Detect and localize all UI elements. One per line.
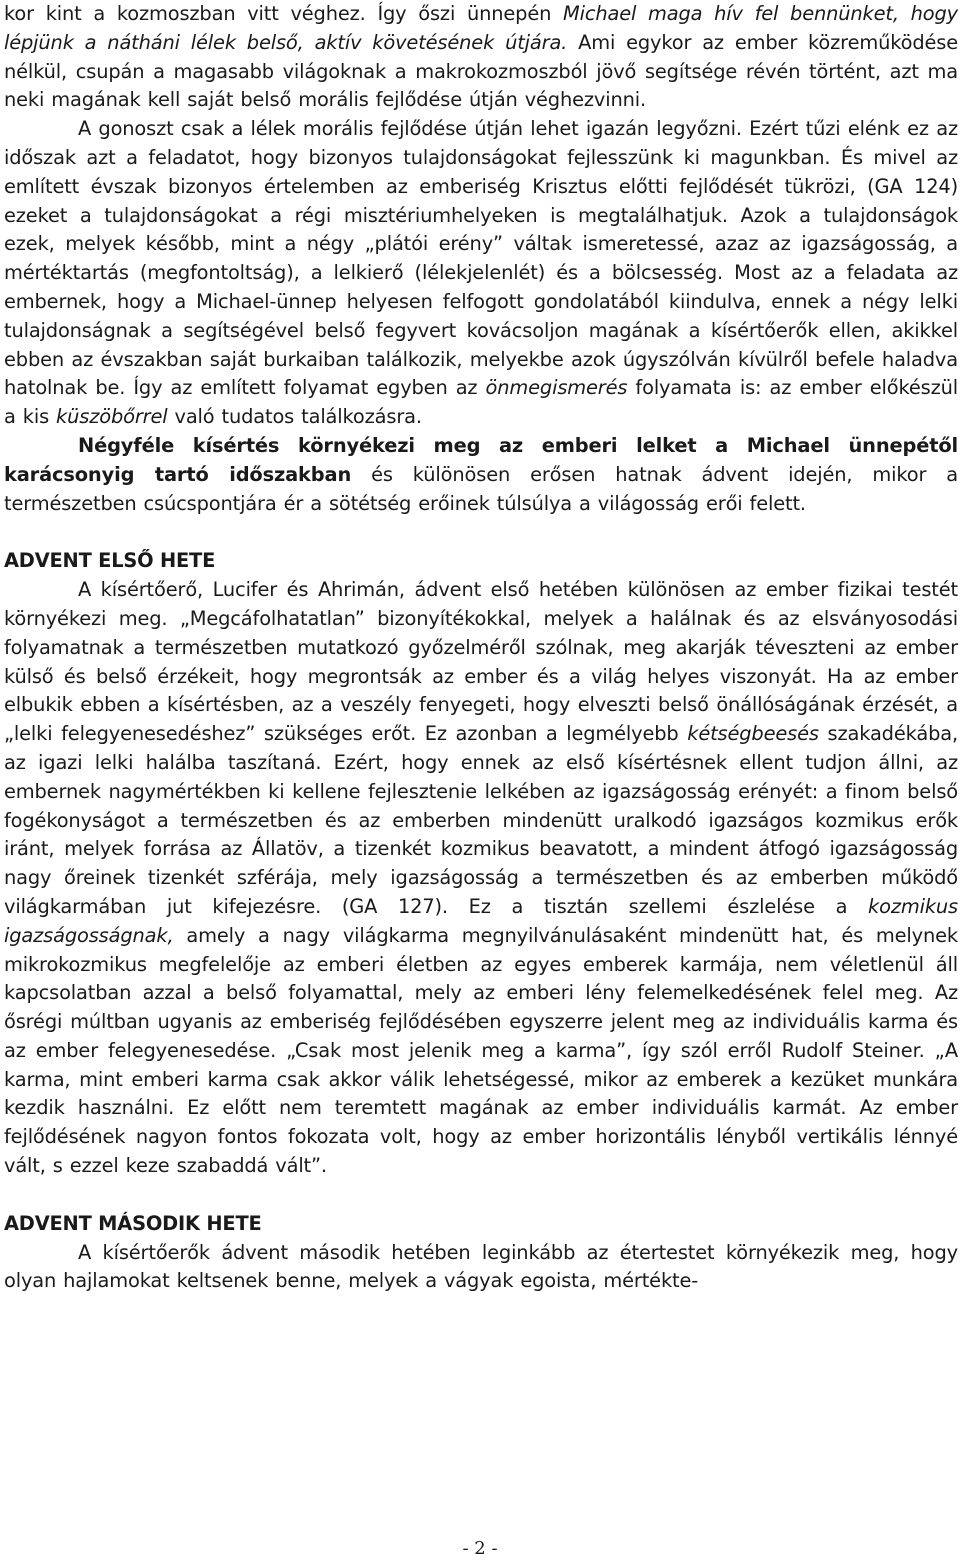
section-heading-advent-first-week: ADVENT ELSŐ HETE (4, 549, 216, 573)
text-run: A gonoszt csak a lélek morális fejlődése útján lehet igazán legyőzni. Ezért tűzi elénk ez az időszak azt a feladatot, hogy bizonyos tulajdonságokat fejlesszünk ki magunkban. És mivel az említett évszak bizonyos értelemben az emberiség Krisztus előtti fejlődését tükrözi, (GA 124) ezeket a tulajdonságokat a régi misztériumhelyeken is megtalálhatjuk. Azok a tulajdonságok ezek, melyek később, mint a négy „plátói erény” váltak ismeretessé, azaz az igazságosság, a mértéktartás (megfontoltság), a lelkierő (lélekjelenlét) és a bölcsesség. Most az a feladata az embernek, hogy a Michael-ünnep helyesen felfogott gondolatából kiindulva, ennek a négy lelki tulajdonságnak a segítségével belső fegyvert kovácsoljon magának a kísértőerők ellen, akikkel ebben az évszakban saját burkaiban találkozik, melyekbe azok úgyszólván kívülről befele haladva hatolnak be. Így az említett folyamat egyben az (4, 117, 958, 400)
italic-text: kozmikus igazságosságnak, (4, 894, 958, 947)
text-run: A kísértőerők ádvent második hetében leginkább az étertestet környékezik meg, hogy olyan hajlamokat keltsenek benne, melyek a vágyak egoista, mértékte- (4, 1240, 958, 1293)
paragraph-intro (4, 0, 958, 115)
italic-text: kétségbeesés (687, 722, 819, 746)
text-run: kor kint a kozmoszban vitt véghez. Így őszi ünnepén (4, 2, 564, 25)
section-heading-advent-second-week: ADVENT MÁSODIK HETE (4, 1211, 262, 1235)
paragraph-moral-development (4, 115, 958, 432)
paragraph-advent-second-week (4, 1239, 958, 1297)
paragraph-four-temptations (4, 432, 958, 518)
italic-text: küszöbőrrel (56, 405, 168, 429)
page-number: - 2 - (462, 1538, 498, 1559)
text-run: szakadékába, az igazi lelki halálba taszítaná. Ezért, hogy ennek az első kísértésnek ellent tudjon állni, az embernek nagymértékben ki kellene fejlesztenie lelkében az igazságosság erényét: a finom belső fogékonyságot a természetben és az emberben mindenütt uralkodó igazságos kozmikus erők iránt, melyek forrása az Állatöv, a tizenkét kozmikus beavatott, a mindent átfogó igazságosság nagy őreinek tizenkét szférája, mely igazságosság a természetben és az emberben működő világkarmában jut kifejezésre. (GA 127). Ez a tisztán szellemi észlelése a (4, 722, 958, 918)
italic-text: önmegismerés (485, 376, 628, 400)
bold-text: Négyféle kísértés környékezi meg az emberi lelket a Michael ünnepétől karácsonyig tartó időszakban (4, 433, 958, 486)
text-run: való tudatos találkozásra. (167, 405, 422, 429)
text-run: Ami egykor az ember közreműködése nélkül, csupán a magasabb világoknak a makrokozmoszból jövő segítsége révén történt, azt ma neki magának kell saját belső morális fejlődése útján véghezvinni. (4, 30, 958, 112)
text-run: és különösen erősen hatnak ádvent idején, mikor a természetben csúcspontjára ér a sötétség erőinek túlsúlya a világosság erői felett. (4, 462, 958, 515)
text-run: folyamata is: az ember előkészül a kis (4, 376, 958, 429)
document-page (4, 0, 958, 1296)
paragraph-advent-first-week (4, 576, 958, 1181)
spacer (4, 518, 958, 547)
text-run: amely a nagy világkarma megnyilvánulásaként mindenütt hat, és melynek mikrokozmikus megfelelője az emberi életben az egyes emberek karmája, nem véletlenül áll kapcsolatban azzal a belső folyamattal, mely az emberi lény felemelkedésének felel meg. Az ősrégi múltban ugyanis az emberiség fejlődésében egyszerre jelent meg az individuális karma és az ember felegyenesedése. „Csak most jelenik meg a karma”, így szól erről Rudolf Steiner. „A karma, mint emberi karma csak akkor válik lehetségessé, mikor az emberek a kezüket munkára kezdik használni. Ez előtt nem teremtett magának az ember individuális karmát. Az ember fejlődésének nagyon fontos fokozata volt, hogy az ember horizontális lényből vertikális lénnyé vált, s ezzel keze szabaddá vált”. (4, 923, 958, 1178)
spacer (4, 1181, 958, 1210)
text-run: A kísértőerő, Lucifer és Ahrimán, ádvent első hetében különösen az ember fizikai testét környékezi meg. „Megcáfolhatatlan” bizonyítékokkal, melyek a halálnak és az elsványosodási folyamatnak a természetben mutatkozó győzelméről szólnak, meg akarják téveszteni az ember külső és belső érzékeit, hogy megrontsák az ember és a világ helyes viszonyát. Ha az ember elbukik ebben a kísértésben, az a veszély fenyegeti, hogy elveszti belső önállóságának érzését, a „lelki felegyenesedéshez” szükséges erőt. Ez azonban a legmélyebb (4, 578, 958, 746)
italic-text: Michael maga hív fel bennünket, hogy lépjünk a nátháni lélek belső, aktív követésének útjára. (4, 2, 958, 54)
